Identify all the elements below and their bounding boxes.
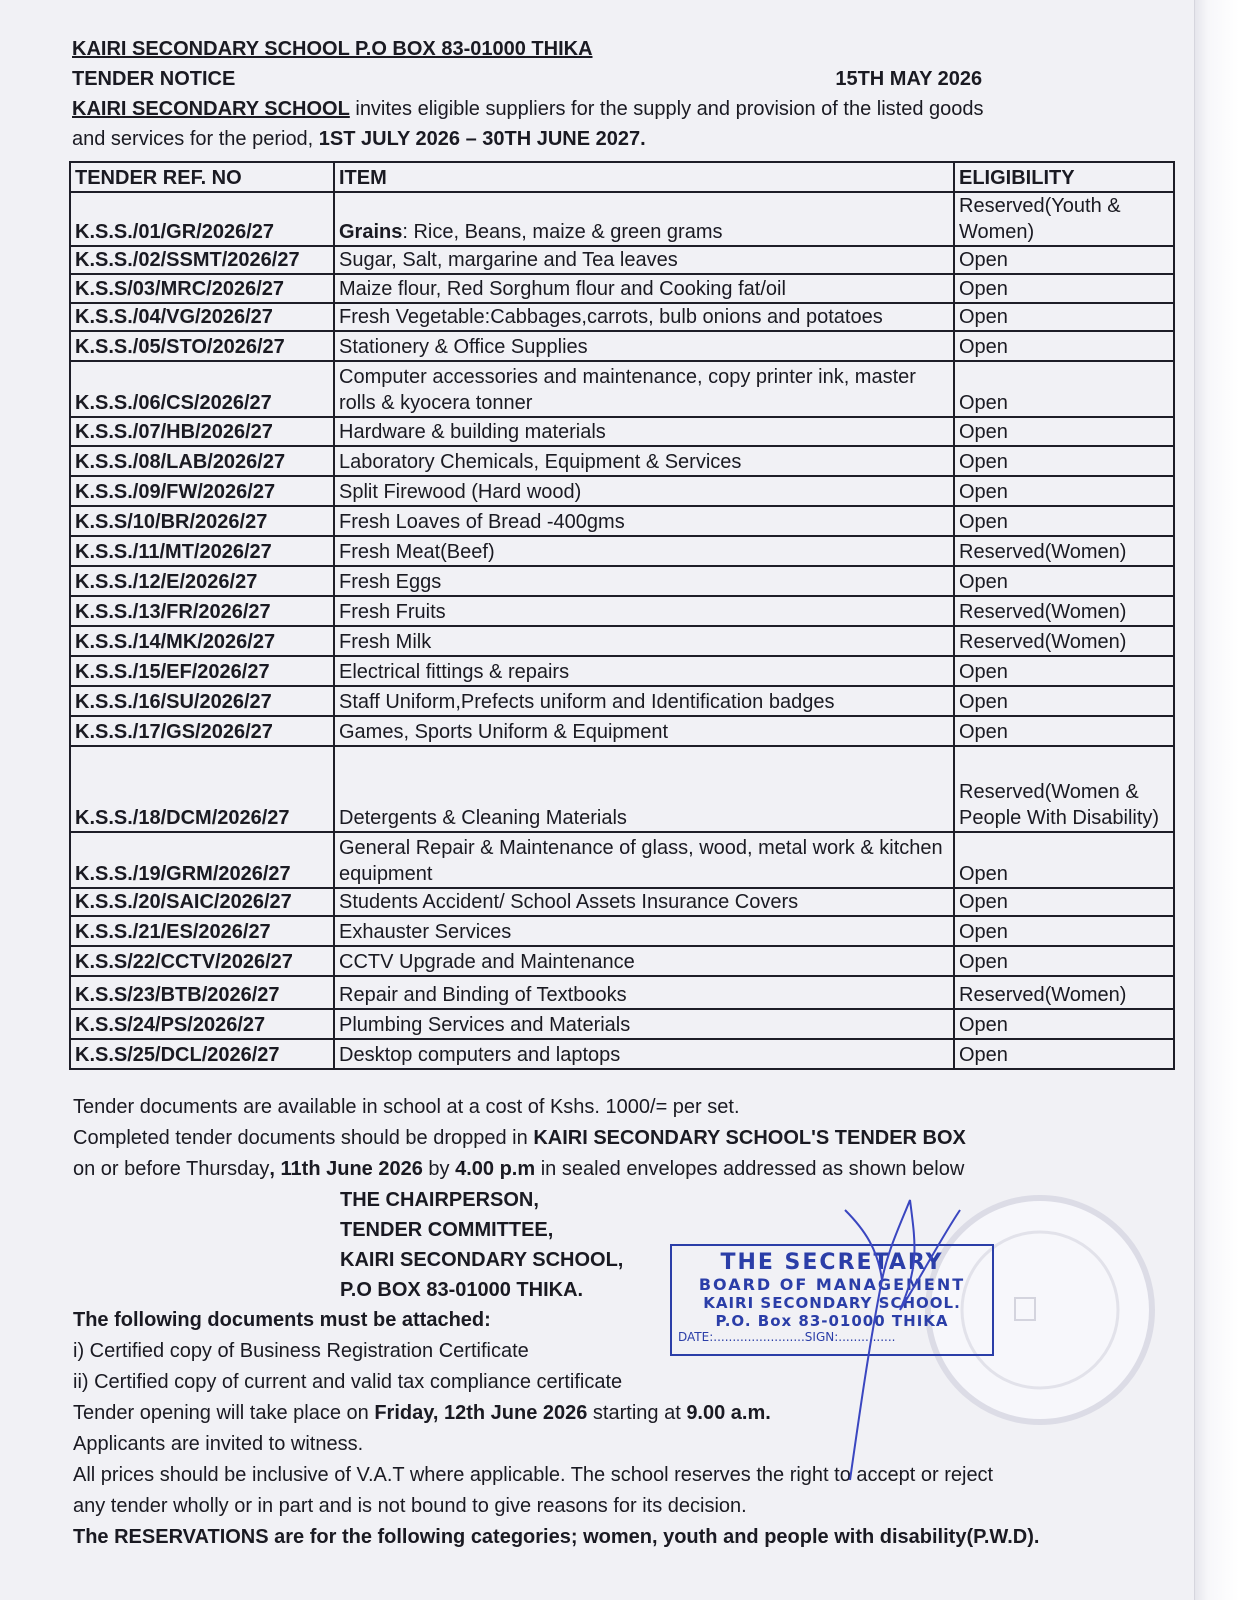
column-header-eligibility: ELIGIBILITY <box>954 162 1174 192</box>
table-row <box>70 506 1174 536</box>
reservations-line: The RESERVATIONS are for the following categories; women, youth and people with disability(P.W.D). <box>73 1526 1040 1548</box>
item-cell <box>334 888 954 916</box>
tender-ref-cell: K.S.S./02/SSMT/2026/27 <box>70 246 334 274</box>
column-header-item: ITEM <box>334 162 954 192</box>
intro-period: 1ST JULY 2026 – 30TH JUNE 2027. <box>318 128 646 150</box>
deadline-time: 4.00 p.m <box>455 1158 536 1180</box>
intro-line-2 <box>72 124 1172 154</box>
eligibility-cell: Open <box>954 361 1174 417</box>
opening-date: Friday, 12th June 2026 <box>374 1402 588 1424</box>
drop-text: Completed tender documents should be dropped in <box>73 1127 534 1149</box>
table-row <box>70 274 1174 303</box>
table-row <box>70 946 1174 976</box>
item-text: Fresh Loaves of Bread -400gms <box>339 511 625 533</box>
table-row <box>70 361 1174 417</box>
address-line: TENDER COMMITTEE, <box>340 1219 554 1241</box>
intro-text-2: and services for the period, <box>72 128 319 150</box>
address-line: KAIRI SECONDARY SCHOOL, <box>340 1249 624 1271</box>
item-cell <box>334 916 954 946</box>
eligibility-cell: Open <box>954 331 1174 361</box>
eligibility-cell: Reserved(Women) <box>954 536 1174 566</box>
cost-line: Tender documents are available in school at a cost of Kshs. 1000/= per set. <box>73 1096 740 1118</box>
stamp-line-2: BOARD OF MANAGEMENT <box>698 1275 966 1294</box>
tender-ref-cell: K.S.S./01/GR/2026/27 <box>70 192 334 246</box>
column-header-ref: TENDER REF. NO <box>70 162 334 192</box>
address-line: P.O BOX 83-01000 THIKA. <box>340 1279 584 1301</box>
eligibility-cell: Open <box>954 506 1174 536</box>
tender-box-name: KAIRI SECONDARY SCHOOL'S TENDER BOX <box>533 1127 966 1149</box>
eligibility-cell: Open <box>954 946 1174 976</box>
item-text: Fresh Fruits <box>339 601 446 623</box>
table-row <box>70 626 1174 656</box>
item-text: Fresh Milk <box>339 631 432 653</box>
tender-ref-cell: K.S.S./17/GS/2026/27 <box>70 716 334 746</box>
item-category-label: Grains <box>339 221 403 243</box>
item-cell <box>334 976 954 1009</box>
eligibility-cell: Reserved(Women & People With Disability) <box>954 746 1174 832</box>
table-row <box>70 1039 1174 1069</box>
eligibility-cell: Open <box>954 888 1174 916</box>
item-cell <box>334 331 954 361</box>
address-line: THE CHAIRPERSON, <box>340 1189 539 1211</box>
item-text: Exhauster Services <box>339 921 512 943</box>
table-header-row <box>70 162 1174 192</box>
eligibility-cell: Reserved(Youth & Women) <box>954 192 1174 246</box>
deadline-text-c: by <box>422 1158 456 1180</box>
tender-ref-cell: K.S.S/25/DCL/2026/27 <box>70 1039 334 1069</box>
intro-line-1 <box>72 94 1172 124</box>
tender-ref-cell: K.S.S./14/MK/2026/27 <box>70 626 334 656</box>
intro-school-name: KAIRI SECONDARY SCHOOL <box>72 98 350 120</box>
stamp-line-1: THE SECRETARY <box>720 1250 944 1275</box>
eligibility-cell: Open <box>954 916 1174 946</box>
tender-table-body <box>70 192 1174 1069</box>
tender-ref-cell: K.S.S./06/CS/2026/27 <box>70 361 334 417</box>
intro-text-1: invites eligible suppliers for the supply and provision of the listed goods <box>349 98 984 120</box>
item-cell <box>334 716 954 746</box>
tender-ref-cell: K.S.S./05/STO/2026/27 <box>70 331 334 361</box>
item-text: CCTV Upgrade and Maintenance <box>339 951 635 973</box>
item-cell <box>334 303 954 331</box>
item-cell <box>334 832 954 888</box>
stamp-line-3: KAIRI SECONDARY SCHOOL. <box>703 1294 961 1312</box>
item-cell <box>334 686 954 716</box>
item-text: Stationery & Office Supplies <box>339 336 588 358</box>
table-row <box>70 417 1174 446</box>
vat-line-1: All prices should be inclusive of V.A.T where applicable. The school reserves the right to accept or reject <box>73 1464 994 1486</box>
item-text: Electrical fittings & repairs <box>339 661 570 683</box>
notice-date: 15TH MAY 2026 <box>835 68 983 90</box>
eligibility-cell: Reserved(Women) <box>954 596 1174 626</box>
eligibility-cell: Open <box>954 656 1174 686</box>
table-row <box>70 303 1174 331</box>
opening-text-c: starting at <box>587 1402 687 1424</box>
table-row <box>70 832 1174 888</box>
item-text: Plumbing Services and Materials <box>339 1014 631 1036</box>
tender-ref-cell: K.S.S./19/GRM/2026/27 <box>70 832 334 888</box>
tender-ref-cell: K.S.S/22/CCTV/2026/27 <box>70 946 334 976</box>
tender-ref-cell: K.S.S./04/VG/2026/27 <box>70 303 334 331</box>
witness-line: Applicants are invited to witness. <box>73 1433 364 1455</box>
table-row <box>70 916 1174 946</box>
table-row <box>70 656 1174 686</box>
table-row <box>70 596 1174 626</box>
paper-edge <box>1194 0 1239 1600</box>
item-cell <box>334 626 954 656</box>
table-row <box>70 246 1174 274</box>
table-row <box>70 888 1174 916</box>
item-cell <box>334 446 954 476</box>
eligibility-cell: Reserved(Women) <box>954 976 1174 1009</box>
deadline-date: , 11th June 2026 <box>269 1158 423 1180</box>
documents-heading: The following documents must be attached: <box>73 1309 491 1331</box>
signature-icon <box>790 1170 1050 1500</box>
table-row <box>70 331 1174 361</box>
item-cell <box>334 946 954 976</box>
eligibility-cell: Open <box>954 1039 1174 1069</box>
tender-ref-cell: K.S.S./11/MT/2026/27 <box>70 536 334 566</box>
tender-ref-cell: K.S.S/03/MRC/2026/27 <box>70 274 334 303</box>
stamp-and-seal-area <box>670 1170 1170 1470</box>
eligibility-cell: Open <box>954 246 1174 274</box>
opening-time: 9.00 a.m. <box>686 1402 771 1424</box>
item-cell <box>334 274 954 303</box>
item-cell <box>334 656 954 686</box>
item-text: Laboratory Chemicals, Equipment & Services <box>339 451 742 473</box>
item-text: Sugar, Salt, margarine and Tea leaves <box>339 249 678 271</box>
item-cell <box>334 1039 954 1069</box>
stamp-line-4: P.O. Box 83-01000 THIKA <box>715 1312 949 1330</box>
table-row <box>70 566 1174 596</box>
item-text: Desktop computers and laptops <box>339 1044 621 1066</box>
document-item: i) Certified copy of Business Registration Certificate <box>73 1340 529 1362</box>
item-cell <box>334 566 954 596</box>
tender-ref-cell: K.S.S./18/DCM/2026/27 <box>70 746 334 832</box>
item-text: Staff Uniform,Prefects uniform and Identification badges <box>339 691 835 713</box>
table-row <box>70 1009 1174 1039</box>
tender-ref-cell: K.S.S./13/FR/2026/27 <box>70 596 334 626</box>
document-item: ii) Certified copy of current and valid tax compliance certificate <box>73 1371 623 1393</box>
table-row <box>70 686 1174 716</box>
eligibility-cell: Open <box>954 476 1174 506</box>
item-text: Repair and Binding of Textbooks <box>339 984 627 1006</box>
item-text: Fresh Meat(Beef) <box>339 541 495 563</box>
tender-ref-cell: K.S.S./07/HB/2026/27 <box>70 417 334 446</box>
tender-ref-cell: K.S.S./15/EF/2026/27 <box>70 656 334 686</box>
opening-text-a: Tender opening will take place on <box>73 1402 375 1424</box>
item-text: Maize flour, Red Sorghum flour and Cooking fat/oil <box>339 278 786 300</box>
eligibility-cell: Open <box>954 832 1174 888</box>
table-row <box>70 446 1174 476</box>
item-text: Split Firewood (Hard wood) <box>339 481 582 503</box>
table-row <box>70 746 1174 832</box>
table-row <box>70 976 1174 1009</box>
drop-line <box>73 1123 1173 1154</box>
notice-title: TENDER NOTICE <box>72 68 236 90</box>
item-text: Fresh Eggs <box>339 571 442 593</box>
item-cell <box>334 536 954 566</box>
item-text: : Rice, Beans, maize & green grams <box>402 221 723 243</box>
item-cell <box>334 476 954 506</box>
tender-ref-cell: K.S.S/23/BTB/2026/27 <box>70 976 334 1009</box>
table-row <box>70 192 1174 246</box>
tender-table <box>69 161 1175 1070</box>
eligibility-cell: Open <box>954 417 1174 446</box>
table-row <box>70 716 1174 746</box>
item-cell <box>334 192 954 246</box>
eligibility-cell: Open <box>954 686 1174 716</box>
item-text: Games, Sports Uniform & Equipment <box>339 721 669 743</box>
vat-line-2: any tender wholly or in part and is not bound to give reasons for its decision. <box>73 1495 747 1517</box>
tender-ref-cell: K.S.S./09/FW/2026/27 <box>70 476 334 506</box>
eligibility-cell: Open <box>954 1009 1174 1039</box>
item-cell <box>334 246 954 274</box>
item-cell <box>334 361 954 417</box>
item-text: Fresh Vegetable:Cabbages,carrots, bulb onions and potatoes <box>339 306 883 328</box>
school-address-title: KAIRI SECONDARY SCHOOL P.O BOX 83-01000 THIKA <box>72 38 593 60</box>
eligibility-cell: Open <box>954 274 1174 303</box>
item-text: General Repair & Maintenance of glass, wood, metal work & kitchen equipment <box>339 837 943 885</box>
deadline-text-e: in sealed envelopes addressed as shown below <box>535 1158 965 1180</box>
stamp-line-5: DATE:........................SIGN:............... <box>678 1330 896 1344</box>
item-text: Students Accident/ School Assets Insurance Covers <box>339 891 799 913</box>
tender-ref-cell: K.S.S./08/LAB/2026/27 <box>70 446 334 476</box>
item-cell <box>334 417 954 446</box>
tender-ref-cell: K.S.S./20/SAIC/2026/27 <box>70 888 334 916</box>
item-cell <box>334 506 954 536</box>
tender-ref-cell: K.S.S/10/BR/2026/27 <box>70 506 334 536</box>
deadline-text-a: on or before Thursday <box>73 1158 270 1180</box>
item-text: Hardware & building materials <box>339 421 606 443</box>
item-cell <box>334 1009 954 1039</box>
eligibility-cell: Reserved(Women) <box>954 626 1174 656</box>
eligibility-cell: Open <box>954 716 1174 746</box>
table-row <box>70 476 1174 506</box>
item-cell <box>334 746 954 832</box>
document-header <box>72 34 1172 154</box>
table-row <box>70 536 1174 566</box>
tender-ref-cell: K.S.S./12/E/2026/27 <box>70 566 334 596</box>
item-text: Computer accessories and maintenance, copy printer ink, master rolls & kyocera tonner <box>339 366 916 414</box>
item-cell <box>334 596 954 626</box>
item-text: Detergents & Cleaning Materials <box>339 807 627 829</box>
eligibility-cell: Open <box>954 446 1174 476</box>
eligibility-cell: Open <box>954 566 1174 596</box>
tender-ref-cell: K.S.S/24/PS/2026/27 <box>70 1009 334 1039</box>
tender-ref-cell: K.S.S./16/SU/2026/27 <box>70 686 334 716</box>
eligibility-cell: Open <box>954 303 1174 331</box>
tender-ref-cell: K.S.S./21/ES/2026/27 <box>70 916 334 946</box>
